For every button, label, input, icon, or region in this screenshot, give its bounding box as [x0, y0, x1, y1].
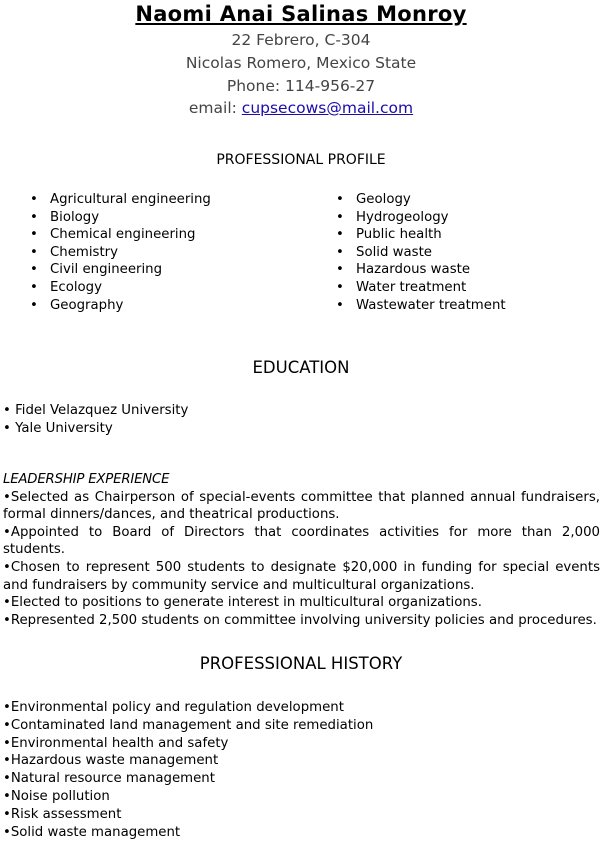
- profile-list-left: [30, 191, 211, 314]
- list-item: •Risk assessment: [3, 806, 122, 822]
- history-list: [3, 699, 600, 841]
- bullet-icon: •: [30, 297, 38, 313]
- bullet-icon: •: [30, 279, 38, 295]
- list-item: • Hazardous waste: [336, 262, 471, 278]
- email-label: email:: [188, 99, 242, 117]
- bullet-icon: •: [30, 192, 38, 207]
- list-item: •Hazardous waste management: [3, 753, 219, 769]
- bullet-icon: •: [336, 279, 344, 295]
- list-item: • Agricultural engineering: [30, 192, 211, 207]
- list-item: • Ecology: [30, 279, 102, 295]
- profile-list-right: [336, 191, 506, 314]
- list-item: •Contaminated land management and site remediation: [3, 717, 374, 733]
- list-item: • Geography: [30, 297, 124, 313]
- leadership-item: •Appointed to Board of Directors that coordinates activities for more than 2,000 students.: [3, 524, 600, 558]
- phone-number: Phone: 114-956-27: [226, 77, 376, 95]
- bullet-icon: •: [336, 262, 344, 278]
- list-item: • Biology: [30, 209, 100, 225]
- bullet-icon: •: [336, 297, 344, 313]
- email-line: [0, 99, 602, 117]
- professional-profile-heading: PROFESSIONAL PROFILE: [216, 152, 386, 168]
- list-item: • Civil engineering: [30, 262, 163, 278]
- list-item: •Noise pollution: [3, 788, 110, 804]
- bullet-icon: •: [336, 209, 344, 225]
- list-item: • Geology: [336, 192, 411, 207]
- education-item: • Yale University: [3, 421, 113, 436]
- list-item: • Public health: [336, 227, 442, 243]
- email-link[interactable]: cupsecows@mail.com: [241, 99, 414, 117]
- leadership-heading: LEADERSHIP EXPERIENCE: [3, 472, 170, 487]
- bullet-icon: •: [336, 227, 344, 243]
- professional-history-heading: PROFESSIONAL HISTORY: [199, 654, 403, 673]
- list-item: • Chemical engineering: [30, 227, 196, 243]
- education-heading: EDUCATION: [252, 358, 350, 377]
- leadership-item: •Selected as Chairperson of special-events committee that planned annual fundraisers, formal dinners/dances, and theatrical productions.: [3, 489, 600, 523]
- list-item: • Hydrogeology: [336, 209, 449, 225]
- list-item: • Solid waste: [336, 244, 432, 260]
- bullet-icon: •: [336, 192, 344, 207]
- list-item: • Water treatment: [336, 279, 467, 295]
- education-item: • Fidel Velazquez University: [3, 403, 189, 418]
- list-item: • Chemistry: [30, 244, 119, 260]
- bullet-icon: •: [30, 262, 38, 278]
- bullet-icon: •: [30, 209, 38, 225]
- list-item: •Environmental policy and regulation development: [3, 700, 344, 715]
- bullet-icon: •: [336, 244, 344, 260]
- address-line-2: Nicolas Romero, Mexico State: [185, 54, 417, 72]
- address-line-1: 22 Febrero, C-304: [231, 31, 371, 49]
- leadership-item: •Elected to positions to generate interest in multicultural organizations.: [3, 595, 482, 611]
- list-item: •Solid waste management: [3, 824, 181, 840]
- list-item: •Environmental health and safety: [3, 735, 229, 751]
- leadership-item: •Chosen to represent 500 students to designate $20,000 in funding for special events and fundraisers by community service and multicultural organizations.: [3, 559, 600, 593]
- candidate-name: Naomi Anai Salinas Monroy: [135, 2, 467, 26]
- list-item: • Wastewater treatment: [336, 297, 506, 313]
- list-item: •Natural resource management: [3, 771, 215, 787]
- leadership-item: •Represented 2,500 students on committee involving university policies and procedures.: [3, 612, 597, 628]
- leadership-section: [3, 471, 600, 629]
- bullet-icon: •: [30, 227, 38, 243]
- bullet-icon: •: [30, 244, 38, 260]
